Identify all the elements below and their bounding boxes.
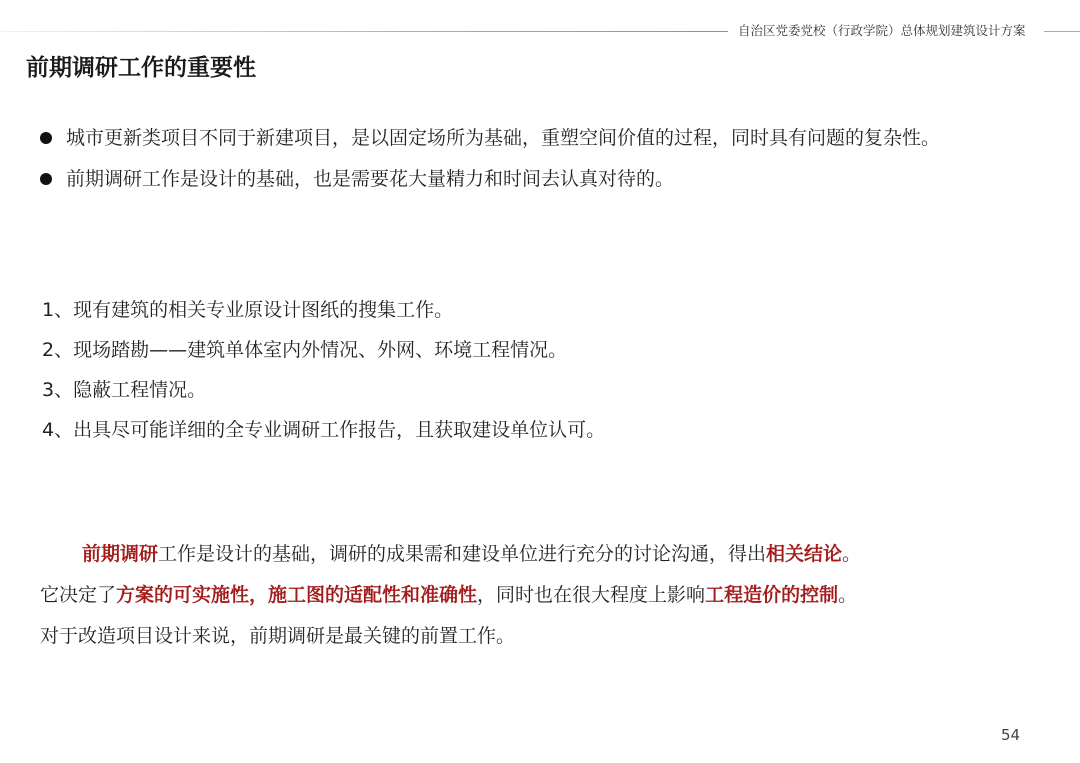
body-text: 。 [838,584,858,606]
bullet-text: 城市更新类项目不同于新建项目，是以固定场所为基础，重塑空间价值的过程，同时具有问题的复杂性。 [66,127,941,149]
highlight-text: 工程造价的控制 [705,584,839,606]
step-item: 2、现场踏勘——建筑单体室内外情况、外网、环境工程情况。 [42,339,568,361]
bullet-item [40,118,940,159]
step-list [42,290,605,450]
document-title: 自治区党委党校（行政学院）总体规划建筑设计方案 [738,23,1026,38]
bullet-item [40,159,940,200]
bullet-dot-icon [40,132,52,144]
header-rule-left [0,31,728,32]
body-text: 工作是设计的基础，调研的成果需和建设单位进行充分的讨论沟通，得出 [158,543,767,565]
bullet-list [40,118,940,200]
conclusion-line-3: 对于改造项目设计来说，前期调研是最关键的前置工作。 [40,625,516,647]
step-item: 1、现有建筑的相关专业原设计图纸的搜集工作。 [42,299,454,321]
step-item: 3、隐蔽工程情况。 [42,379,207,401]
body-text: 它决定了 [40,584,117,606]
bullet-dot-icon [40,173,52,185]
conclusion-line-1 [40,534,861,575]
conclusion-paragraph [40,534,861,657]
highlight-text: 方案的可实施性， [116,584,269,606]
header-rule-right [1044,31,1080,32]
page-title: 前期调研工作的重要性 [26,55,256,81]
body-text: 。 [842,543,862,565]
page-number: 54 [1001,726,1021,744]
conclusion-line-2 [40,575,861,616]
bullet-text: 前期调研工作是设计的基础，也是需要花大量精力和时间去认真对待的。 [66,168,675,190]
highlight-text: 施工图的适配性和准确性 [268,584,478,606]
step-item: 4、出具尽可能详细的全专业调研工作报告，且获取建设单位认可。 [42,419,606,441]
highlight-text: 前期调研 [82,543,159,565]
highlight-text: 相关结论 [766,543,843,565]
body-text: ，同时也在很大程度上影响 [477,584,706,606]
